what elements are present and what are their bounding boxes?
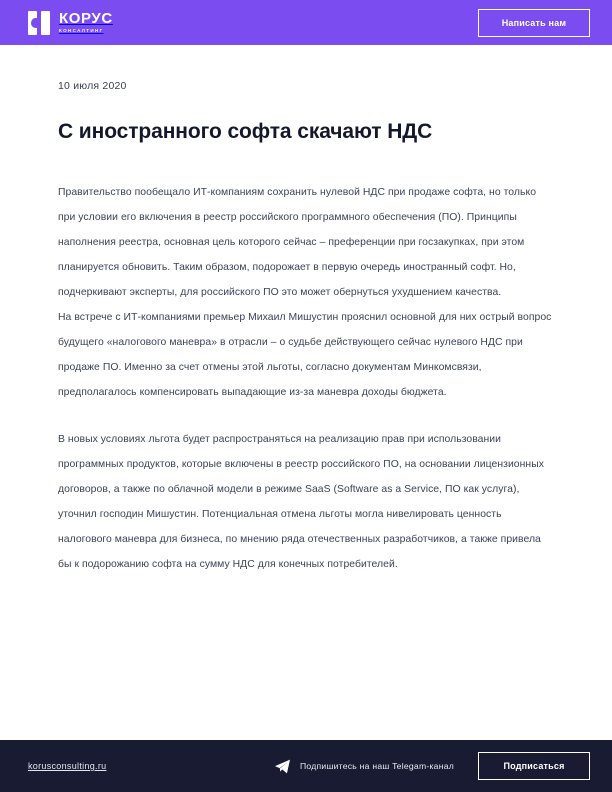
article-paragraph: Правительство пообещало ИТ-компаниям сохранить нулевой НДС при продаже софта, но только при условии его включения в реестр российского программного обеспечения (ПО). Принципы наполнения реестра, основная цель которого сейчас – преференции при госзакупках, при этом планируется обновить. Таким образом, подорожает в первую очередь иностранный софт. Но, подчеркивают эксперты, для российского ПО это может обернуться ухудшением качества.: [58, 187, 537, 298]
footer-telegram-note: Подпишитесь на наш Telegam-канал: [299, 761, 454, 771]
brand-subtitle: КОНСАЛТИНГ: [59, 28, 104, 34]
brand-name: КОРУС: [59, 10, 113, 28]
article-paragraph: В новых условиях льгота будет распространяться на реализацию прав при использовании программных продуктов, которые включены в реестр российского ПО, на основании лицензионных договоров, а также по облачной модели в режиме SaaS (Software as a Service, ПО как услуга), уточнил господин Мишустин. Потенциальная отмена льготы могла нивелировать ценность налогового маневра для бизнеса, по мнению ряда отечественных разработчиков, а также привела бы к подорожанию софта на сумму НДС для конечных потребителей.: [58, 434, 544, 570]
korus-logo-mark-icon: [28, 11, 52, 35]
page-title: С иностранного софта скачают НДС: [58, 120, 433, 143]
telegram-paper-plane-icon[interactable]: [274, 759, 291, 774]
brand-text: [59, 11, 113, 34]
footer-telegram-block: [274, 759, 454, 774]
subscribe-button[interactable]: Подписаться: [478, 752, 590, 780]
article-date: 10 июля 2020: [58, 80, 127, 92]
article-paragraph: На встрече с ИТ-компаниями премьер Михаил Мишустин прояснил основной для них острый вопрос будущего «налогового маневра» в отрасли – о судьбе действующего сейчас нулевого НДС при продаже ПО. Именно за счет отмены этой льготы, согласно документам Минкомсвязи, предполагалось компенсировать выпадающие из-за маневра доходы бюджета.: [58, 312, 552, 398]
footer-site-link[interactable]: korusconsulting.ru: [28, 761, 107, 771]
site-footer: [0, 740, 612, 792]
brand-logo[interactable]: [28, 11, 113, 35]
contact-us-button[interactable]: Написать нам: [478, 9, 590, 37]
site-header: [0, 0, 612, 45]
article-content: [0, 45, 612, 740]
article-body: [58, 180, 554, 577]
